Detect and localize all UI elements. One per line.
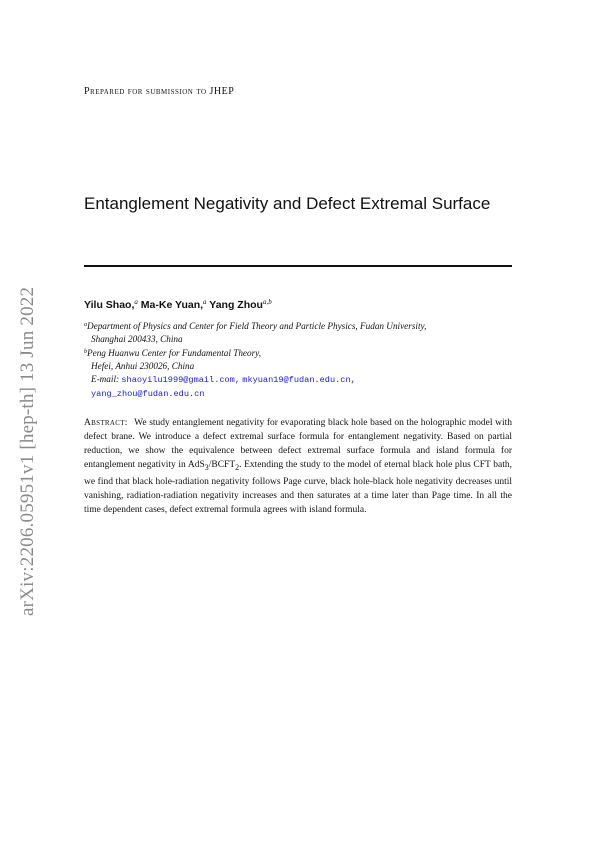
affiliation-text: Department of Physics and Center for Field Theory and Particle Physics, Fudan University,	[87, 321, 427, 331]
journal-note: Prepared for submission to JHEP	[84, 86, 235, 97]
abstract-heading: Abstract:	[84, 418, 128, 428]
author-name: Ma-Ke Yuan,	[140, 299, 204, 311]
paper-title: Entanglement Negativity and Defect Extremal Surface	[84, 194, 491, 213]
arxiv-identifier-stamp: arXiv:2206.05951v1 [hep-th] 13 Jun 2022	[17, 286, 38, 616]
email-line-2	[84, 387, 514, 401]
affiliation-a	[84, 319, 514, 333]
affiliation-a-cont: Shanghai 200433, China	[91, 334, 183, 344]
email-link[interactable]: mkyuan19@fudan.edu.cn,	[242, 375, 356, 385]
title-divider	[84, 265, 512, 267]
author-list	[84, 298, 272, 311]
abstract-text: . Extending the study to the model of eternal black hole plus CFT bath, we find that black hole-radiation negativity follows Page curve, black hole-black hole negativity decreases until vanishing, radiation-radiation negativity increases and then saturates at a time later than Page time. In all the time dependent cases, defect extremal formula agrees with island formula.	[84, 460, 512, 516]
affil-mark: a	[84, 322, 87, 328]
author-affil-mark: a,b	[262, 298, 272, 306]
email-link[interactable]: yang_zhou@fudan.edu.cn	[91, 389, 205, 399]
affil-mark: b	[84, 349, 87, 355]
abstract-text: We study entanglement negativity for evaporating black hole based on the holographic model with defect brane. We introduce a defect extremal surface formula for entanglement negativity. Based on partial reduction, we show the equivalence between defect extremal surface formula and island formula for entanglement negativity in AdS	[84, 418, 512, 471]
abstract-subscript: 2	[235, 463, 240, 473]
affiliation-b	[84, 346, 514, 360]
author-name: Yang Zhou	[209, 299, 263, 311]
email-label: E-mail:	[91, 374, 120, 384]
affiliation-text: Peng Huanwu Center for Fundamental Theory,	[87, 348, 262, 358]
abstract-text: /BCFT	[208, 460, 236, 471]
author-affil-mark: a	[134, 298, 138, 306]
affiliation-b-cont: Hefei, Anhui 230026, China	[91, 361, 195, 371]
affiliation-block	[84, 319, 514, 401]
abstract	[84, 416, 512, 518]
abstract-subscript: 3	[204, 463, 209, 473]
email-line	[84, 373, 514, 387]
email-link[interactable]: shaoyilu1999@gmail.com,	[121, 375, 240, 385]
author-affil-mark: a	[203, 298, 207, 306]
author-name: Yilu Shao,	[84, 299, 135, 311]
